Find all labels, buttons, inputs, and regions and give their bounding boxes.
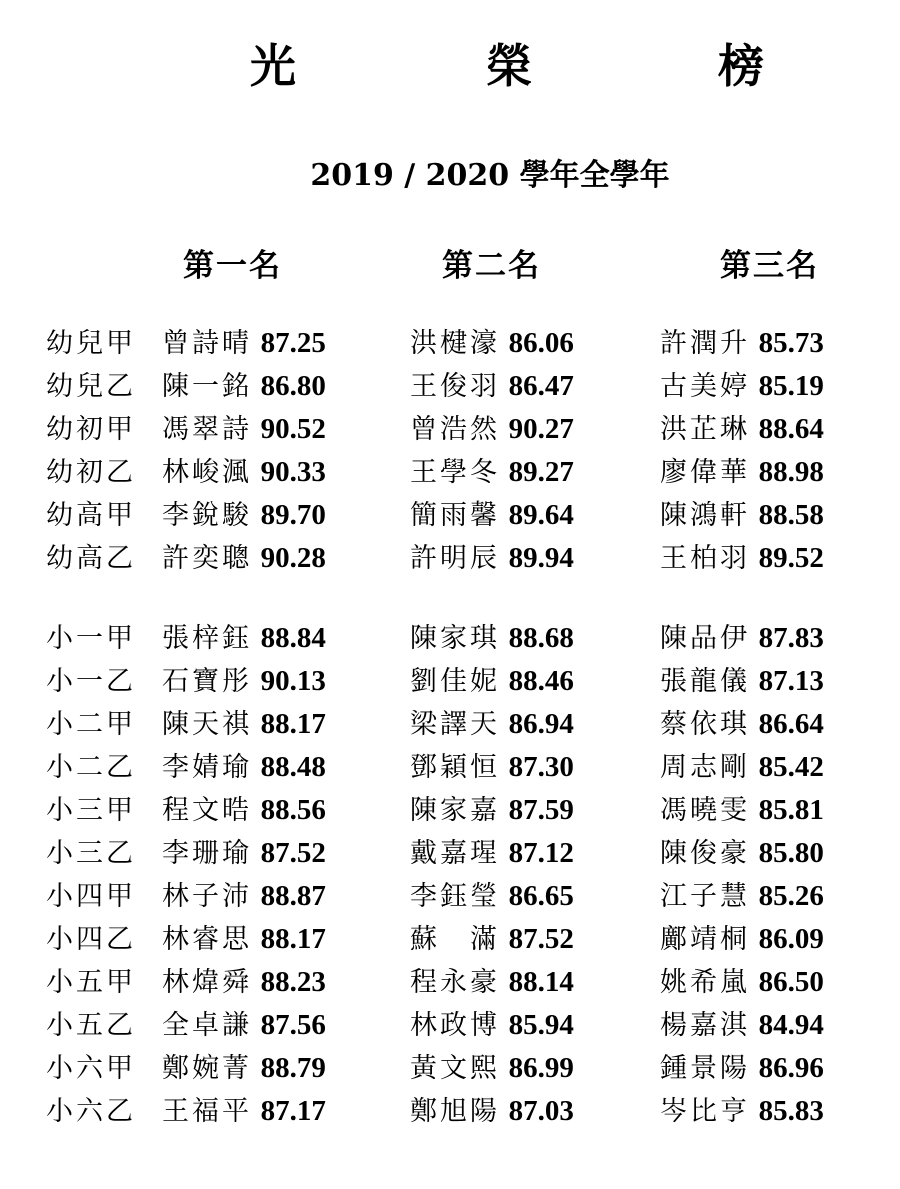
class-name: 小三甲 [46, 795, 136, 826]
student-name: 洪楗濠 [410, 328, 500, 359]
student-name: 全卓謙 [162, 1010, 252, 1041]
class-name: 小二甲 [46, 709, 136, 740]
student-name: 曾詩晴 [162, 328, 252, 359]
student-name: 王柏羽 [660, 543, 750, 574]
rank-second-cell [410, 493, 574, 532]
class-name: 幼初乙 [46, 457, 136, 488]
rank-third-cell [660, 536, 824, 575]
student-score: 86.99 [508, 1052, 574, 1084]
header-third-place: 第三名 [720, 248, 819, 284]
header-first-place: 第一名 [183, 248, 282, 284]
rank-first-cell [162, 616, 326, 655]
student-name: 古美婷 [660, 371, 750, 402]
rank-second-cell [410, 1089, 574, 1128]
student-name: 王福平 [162, 1096, 252, 1127]
student-name: 許奕聰 [162, 543, 252, 574]
student-score: 87.03 [508, 1095, 574, 1127]
student-name: 蘇 滿 [410, 924, 500, 955]
rank-second-cell [410, 702, 574, 741]
student-score: 86.65 [508, 880, 574, 912]
rank-first-cell [162, 831, 326, 870]
rank-first-cell [162, 702, 326, 741]
student-name: 李銳駿 [162, 500, 252, 531]
rank-third-cell [660, 1089, 824, 1128]
table-row [0, 874, 900, 914]
rank-first-cell [162, 1046, 326, 1085]
student-name: 周志剛 [660, 752, 750, 783]
student-name: 劉佳妮 [410, 666, 500, 697]
student-score: 86.09 [758, 923, 824, 955]
header-second-place: 第二名 [442, 248, 541, 284]
student-score: 88.58 [758, 499, 824, 531]
student-score: 90.28 [260, 542, 326, 574]
student-name: 姚希嵐 [660, 967, 750, 998]
rank-third-cell [660, 788, 824, 827]
student-score: 85.19 [758, 370, 824, 402]
rank-third-cell [660, 702, 824, 741]
student-name: 梁譯天 [410, 709, 500, 740]
student-name: 馮翠詩 [162, 414, 252, 445]
student-name: 李珊瑜 [162, 838, 252, 869]
rank-third-cell [660, 745, 824, 784]
student-score: 86.50 [758, 966, 824, 998]
student-score: 86.80 [260, 370, 326, 402]
rank-second-cell [410, 659, 574, 698]
rank-first-cell [162, 407, 326, 446]
student-name: 陳天祺 [162, 709, 252, 740]
student-score: 88.87 [260, 880, 326, 912]
rank-second-cell [410, 364, 574, 403]
class-name: 小四乙 [46, 924, 136, 955]
rank-second-cell [410, 917, 574, 956]
rank-third-cell [660, 960, 824, 999]
student-name: 黃文熙 [410, 1053, 500, 1084]
rank-second-cell [410, 536, 574, 575]
student-score: 85.94 [508, 1009, 574, 1041]
student-score: 87.56 [260, 1009, 326, 1041]
class-name: 小一甲 [46, 623, 136, 654]
table-row [0, 659, 900, 699]
rank-first-cell [162, 364, 326, 403]
student-score: 86.96 [758, 1052, 824, 1084]
student-name: 陳家琪 [410, 623, 500, 654]
student-score: 90.33 [260, 456, 326, 488]
class-name: 幼高乙 [46, 543, 136, 574]
rank-third-cell [660, 450, 824, 489]
student-score: 87.30 [508, 751, 574, 783]
student-score: 87.52 [260, 837, 326, 869]
rank-third-cell [660, 407, 824, 446]
rank-third-cell [660, 1046, 824, 1085]
table-row [0, 788, 900, 828]
student-score: 85.81 [758, 794, 824, 826]
rank-first-cell [162, 917, 326, 956]
student-name: 王學冬 [410, 457, 500, 488]
student-score: 90.13 [260, 665, 326, 697]
student-score: 86.94 [508, 708, 574, 740]
rank-first-cell [162, 1089, 326, 1128]
student-name: 石寶彤 [162, 666, 252, 697]
student-name: 岑比亨 [660, 1096, 750, 1127]
rank-second-cell [410, 321, 574, 360]
class-name: 小六乙 [46, 1096, 136, 1127]
rank-second-cell [410, 874, 574, 913]
table-row [0, 364, 900, 404]
student-score: 88.79 [260, 1052, 326, 1084]
table-row [0, 745, 900, 785]
class-name: 幼高甲 [46, 500, 136, 531]
student-score: 87.52 [508, 923, 574, 955]
table-row [0, 407, 900, 447]
student-score: 89.64 [508, 499, 574, 531]
table-row [0, 321, 900, 361]
student-name: 戴嘉瑆 [410, 838, 500, 869]
rank-first-cell [162, 493, 326, 532]
rank-third-cell [660, 874, 824, 913]
student-name: 程文晧 [162, 795, 252, 826]
student-name: 鍾景陽 [660, 1053, 750, 1084]
student-score: 88.17 [260, 708, 326, 740]
student-score: 88.56 [260, 794, 326, 826]
rank-third-cell [660, 616, 824, 655]
rank-first-cell [162, 1003, 326, 1042]
student-score: 87.17 [260, 1095, 326, 1127]
student-name: 張梓鈺 [162, 623, 252, 654]
student-score: 88.23 [260, 966, 326, 998]
student-score: 86.64 [758, 708, 824, 740]
title-char-3: 榜 [718, 39, 764, 93]
rank-first-cell [162, 788, 326, 827]
student-score: 84.94 [758, 1009, 824, 1041]
rank-third-cell [660, 831, 824, 870]
table-row [0, 1089, 900, 1129]
student-name: 林煒舜 [162, 967, 252, 998]
rank-second-cell [410, 407, 574, 446]
class-name: 小五甲 [46, 967, 136, 998]
rank-third-cell [660, 493, 824, 532]
table-row [0, 1046, 900, 1086]
rank-second-cell [410, 1003, 574, 1042]
student-name: 鄧穎恒 [410, 752, 500, 783]
student-name: 王俊羽 [410, 371, 500, 402]
student-name: 林政博 [410, 1010, 500, 1041]
student-score: 88.17 [260, 923, 326, 955]
class-name: 小二乙 [46, 752, 136, 783]
class-name: 小五乙 [46, 1010, 136, 1041]
student-score: 86.06 [508, 327, 574, 359]
class-name: 小一乙 [46, 666, 136, 697]
rank-third-cell [660, 659, 824, 698]
rank-third-cell [660, 917, 824, 956]
student-score: 89.27 [508, 456, 574, 488]
student-name: 陳家嘉 [410, 795, 500, 826]
student-score: 90.52 [260, 413, 326, 445]
student-score: 88.48 [260, 751, 326, 783]
student-score: 87.83 [758, 622, 824, 654]
student-score: 85.26 [758, 880, 824, 912]
student-score: 85.80 [758, 837, 824, 869]
student-score: 88.84 [260, 622, 326, 654]
class-name: 幼初甲 [46, 414, 136, 445]
rank-second-cell [410, 1046, 574, 1085]
student-score: 89.52 [758, 542, 824, 574]
table-row [0, 536, 900, 576]
rank-first-cell [162, 745, 326, 784]
student-name: 陳品伊 [660, 623, 750, 654]
student-name: 陳俊豪 [660, 838, 750, 869]
student-name: 李鈺瑩 [410, 881, 500, 912]
student-score: 88.14 [508, 966, 574, 998]
student-name: 林子沛 [162, 881, 252, 912]
student-score: 90.27 [508, 413, 574, 445]
rank-second-cell [410, 745, 574, 784]
rank-second-cell [410, 788, 574, 827]
student-name: 李婧瑜 [162, 752, 252, 783]
rank-third-cell [660, 1003, 824, 1042]
class-name: 小三乙 [46, 838, 136, 869]
student-name: 林睿思 [162, 924, 252, 955]
rank-second-cell [410, 960, 574, 999]
table-row [0, 917, 900, 957]
student-score: 87.59 [508, 794, 574, 826]
title-char-1: 光 [250, 39, 296, 93]
table-row [0, 831, 900, 871]
class-name: 小四甲 [46, 881, 136, 912]
student-name: 馮曉雯 [660, 795, 750, 826]
rank-first-cell [162, 659, 326, 698]
student-name: 程永豪 [410, 967, 500, 998]
student-name: 楊嘉淇 [660, 1010, 750, 1041]
rank-third-cell [660, 364, 824, 403]
rank-third-cell [660, 321, 824, 360]
student-name: 鄭婉菁 [162, 1053, 252, 1084]
table-row [0, 493, 900, 533]
rank-second-cell [410, 831, 574, 870]
rank-first-cell [162, 960, 326, 999]
student-name: 陳一銘 [162, 371, 252, 402]
student-score: 89.70 [260, 499, 326, 531]
student-name: 陳鴻軒 [660, 500, 750, 531]
student-score: 88.98 [758, 456, 824, 488]
student-score: 86.47 [508, 370, 574, 402]
table-row [0, 450, 900, 490]
student-score: 85.83 [758, 1095, 824, 1127]
rank-second-cell [410, 616, 574, 655]
rank-first-cell [162, 536, 326, 575]
class-name: 幼兒甲 [46, 328, 136, 359]
student-name: 許明辰 [410, 543, 500, 574]
student-score: 88.46 [508, 665, 574, 697]
student-name: 廖偉華 [660, 457, 750, 488]
class-name: 小六甲 [46, 1053, 136, 1084]
rank-second-cell [410, 450, 574, 489]
student-name: 簡雨馨 [410, 500, 500, 531]
student-name: 蔡依琪 [660, 709, 750, 740]
student-name: 鄺靖桐 [660, 924, 750, 955]
table-row [0, 702, 900, 742]
student-score: 85.42 [758, 751, 824, 783]
table-row [0, 1003, 900, 1043]
table-row [0, 960, 900, 1000]
student-score: 87.12 [508, 837, 574, 869]
student-name: 鄭旭陽 [410, 1096, 500, 1127]
student-score: 85.73 [758, 327, 824, 359]
student-score: 89.94 [508, 542, 574, 574]
student-name: 張龍儀 [660, 666, 750, 697]
student-name: 許潤升 [660, 328, 750, 359]
student-score: 88.64 [758, 413, 824, 445]
student-name: 洪芷琳 [660, 414, 750, 445]
title-char-2: 榮 [486, 39, 532, 93]
student-name: 江子慧 [660, 881, 750, 912]
rank-first-cell [162, 874, 326, 913]
student-score: 87.25 [260, 327, 326, 359]
class-name: 幼兒乙 [46, 371, 136, 402]
student-name: 曾浩然 [410, 414, 500, 445]
student-score: 87.13 [758, 665, 824, 697]
table-row [0, 616, 900, 656]
student-score: 88.68 [508, 622, 574, 654]
school-year-subtitle: 2019 / 2020 學年全學年 [310, 158, 670, 193]
rank-first-cell [162, 450, 326, 489]
student-name: 林峻渢 [162, 457, 252, 488]
rank-first-cell [162, 321, 326, 360]
